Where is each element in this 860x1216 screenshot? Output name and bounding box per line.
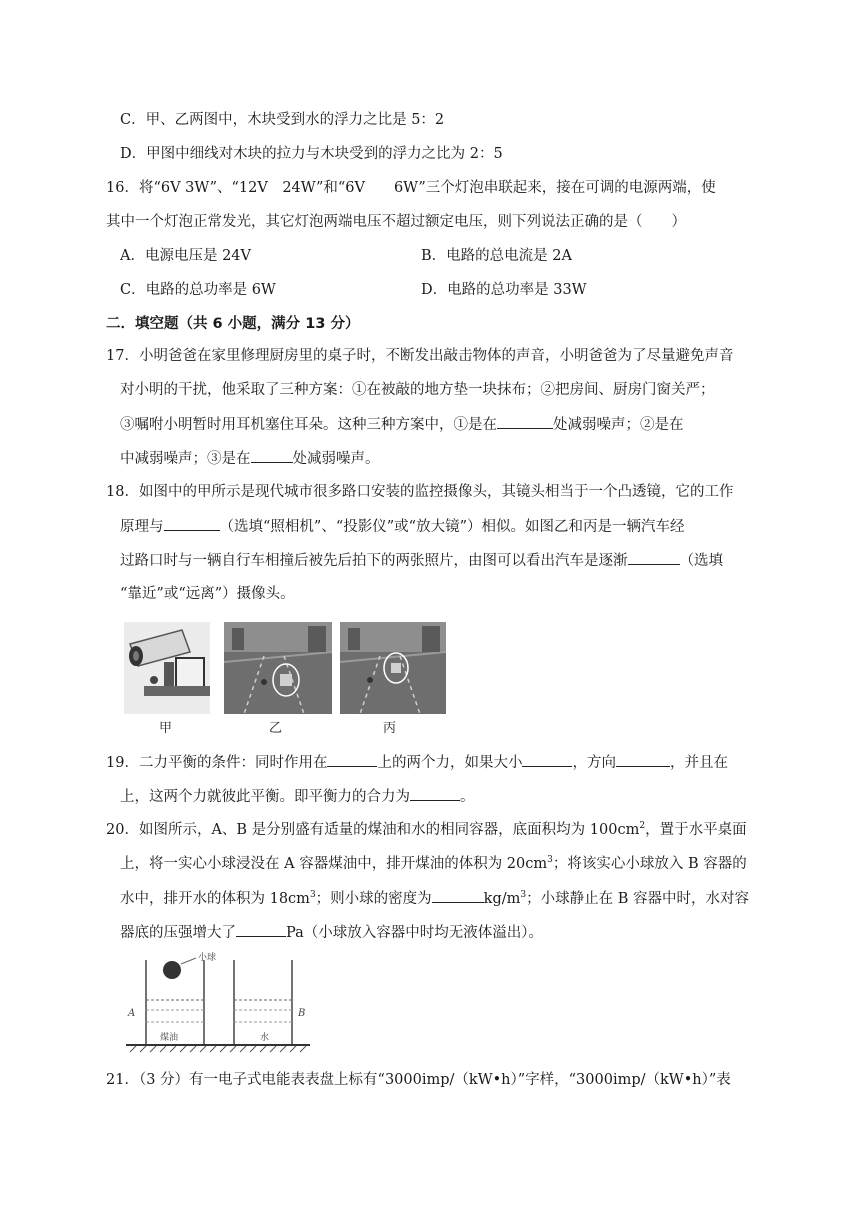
q17-line3: ③嘱咐小明暂时用耳机塞住耳朵。这种三种方案中，①是在 处减弱噪声；②是在: [120, 414, 684, 435]
q17-line2: 对小明的干扰，他采取了三种方案：①在被敲的地方垫一块抹布；②把房间、厨房门窗关严；: [120, 382, 715, 398]
answer-blank: [628, 550, 680, 565]
q21-line1: 21．（3 分）有一电子式电能表表盘上标有“3000imp/（kW•h）”字样，“3000imp/（kW•h）”表: [106, 1072, 731, 1088]
figure-caption-bing: 丙: [383, 721, 397, 736]
q16-option-c: C．电路的总功率是 6W: [120, 282, 276, 298]
q19-line2: 上，这两个力就彼此平衡。即平衡力的合力为 。: [120, 786, 475, 807]
q17-line1: 17．小明爸爸在家里修理厨房里的桌子时，不断发出敲击物体的声音，小明爸爸为了尽量避免声音: [106, 348, 734, 364]
q15-option-d: D．甲图中细线对木块的拉力与木块受到的浮力之比为 2：5: [120, 146, 503, 162]
answer-blank: [522, 752, 572, 767]
answer-blank: [497, 414, 553, 429]
q18-line3: 过路口时与一辆自行车相撞后被先后拍下的两张照片，由图可以看出汽车是逐渐 （选填: [120, 550, 723, 571]
label-a: A: [128, 1008, 136, 1019]
road-photo-bing: [340, 622, 446, 714]
answer-blank: [236, 922, 286, 937]
q18-line4: “靠近”或“远离”）摄像头。: [120, 586, 295, 602]
answer-blank: [432, 888, 484, 903]
label-kerosene: 煤油: [160, 1033, 179, 1043]
q16-stem-line1: 16．将“6V 3W”、“12V 24W”和“6V 6W”三个灯泡串联起来，接在可调的电源两端，使: [106, 180, 716, 196]
road-photo-yi: [224, 622, 332, 714]
answer-blank: [164, 516, 220, 531]
q16-option-a: A．电源电压是 24V: [120, 248, 252, 264]
figure-caption-yi: 乙: [269, 721, 283, 736]
q20-line3: 水中，排开水的体积为 $18cm^3$；则小球的密度为 $kg/m^3$；小球静止在 B 容器中时，水对容: [120, 888, 749, 909]
q16-option-d: D．电路的总功率是 33W: [421, 282, 587, 298]
q20-line4: 器底的压强增大了 Pa（小球放入容器中时均无液体溢出）。: [120, 922, 543, 943]
q15-option-c: C．甲、乙两图中，木块受到水的浮力之比是 5：2: [120, 112, 445, 128]
section-heading: 二．填空题（共 6 小题，满分 13 分）: [106, 316, 360, 332]
q17-line4: 中减弱噪声；③是在 处减弱噪声。: [120, 448, 380, 469]
camera-photo: [124, 622, 210, 714]
answer-blank: [251, 448, 293, 463]
q16-stem-line2: 其中一个灯泡正常发光，其它灯泡两端电压不超过额定电压，则下列说法正确的是（ ）: [106, 214, 686, 230]
q18-line2: 原理与 （选填“照相机”、“投影仪”或“放大镜”）相似。如图乙和丙是一辆汽车经: [120, 516, 684, 537]
containers-diagram: [124, 950, 314, 1054]
answer-blank: [616, 752, 670, 767]
label-b: B: [298, 1008, 306, 1019]
answer-blank: [327, 752, 377, 767]
answer-blank: [410, 786, 460, 801]
q20-line1: 20．如图所示，A、B 是分别盛有适量的煤油和水的相同容器，底面积均为 $100cm^2$，置于水平桌面: [106, 821, 747, 838]
ball-label: 小球: [198, 953, 217, 963]
figure-caption-jia: 甲: [159, 721, 173, 736]
q20-line2: 上，将一实心小球浸没在 A 容器煤油中，排开煤油的体积为 $20cm^3$；将该实心小球放入 B 容器的: [120, 855, 747, 872]
q19-line1: 19．二力平衡的条件：同时作用在 上的两个力，如果大小 ，方向 ，并且在: [106, 752, 728, 773]
q18-line1: 18．如图中的甲所示是现代城市很多路口安装的监控摄像头，其镜头相当于一个凸透镜，它的工作: [106, 484, 734, 500]
label-water: 水: [260, 1033, 270, 1043]
q16-option-b: B．电路的总电流是 2A: [421, 248, 572, 264]
